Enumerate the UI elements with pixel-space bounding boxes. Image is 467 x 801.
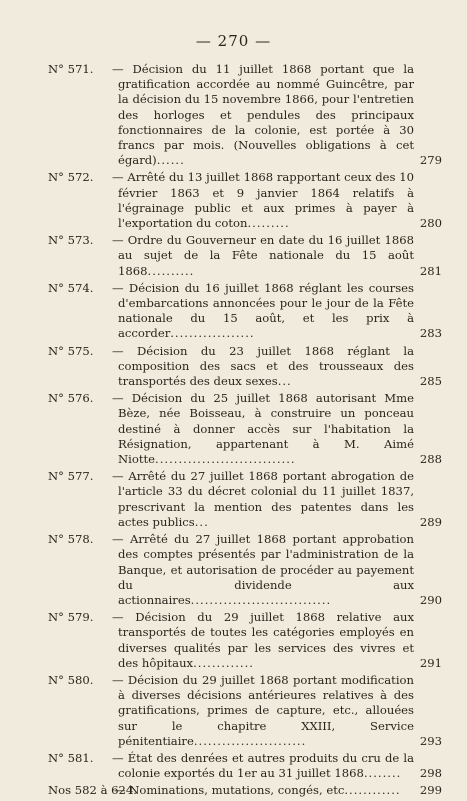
toc-entry-580 xyxy=(40,673,442,749)
entry-number: N° 573. xyxy=(48,233,94,248)
entry-number: N° 579. xyxy=(48,610,94,625)
dot-leader: .............................. xyxy=(155,452,296,467)
dot-leader: ............ xyxy=(344,783,401,798)
entry-page: 291 xyxy=(419,655,442,670)
toc-entry-572 xyxy=(40,170,442,231)
entry-page: 283 xyxy=(419,326,442,341)
dot-leader: ... xyxy=(277,374,292,389)
entry-number: N° 574. xyxy=(48,280,94,295)
dot-leader: ...... xyxy=(156,153,185,168)
entry-text: — Nominations, mutations, congés, etc xyxy=(114,783,345,798)
entry-page: 288 xyxy=(419,452,442,467)
entry-page: 281 xyxy=(419,263,442,278)
dot-leader: .................. xyxy=(170,326,255,341)
entry-number: N° 571. xyxy=(48,62,94,76)
entry-text: — Arrêté du 13 juillet 1868 rapportant ceux des 10 février 1863 et 9 janvier 1864 relatifs à l'égrainage public et aux primes à payer à l'exportation du coton xyxy=(112,170,414,231)
entry-page: 289 xyxy=(419,514,442,529)
entry-number: N° 581. xyxy=(48,750,94,765)
entry-text: — Décision du 25 juillet 1868 autorisant Mme Bèze, née Boisseau, à construire un ponceau destiné à donner accès sur l'habitation la Résignation, appartenant à M. Aimé Niotte xyxy=(112,391,414,467)
entry-number: N° 577. xyxy=(48,469,94,484)
dot-leader: ... xyxy=(194,514,209,529)
toc-entry-571 xyxy=(40,62,442,168)
toc-entry-581 xyxy=(40,751,442,781)
dot-leader: ............. xyxy=(193,655,254,670)
entry-page: 285 xyxy=(419,374,442,389)
entry-page: 279 xyxy=(419,153,442,168)
toc-entry-576 xyxy=(40,391,442,467)
entry-text: — État des denrées et autres produits du cru de la colonie exportés du 1er au 31 juillet 1868 xyxy=(112,750,414,781)
entry-number: N° 572. xyxy=(48,170,94,185)
toc-entry-573 xyxy=(40,233,442,279)
entry-text: — Arrêté du 27 juillet 1868 portant abrogation de l'article 33 du décret colonial du 11 juillet 1837, prescrivant la mention des patentes dans les actes publics xyxy=(112,469,414,529)
page-number: — 270 — xyxy=(195,32,272,50)
dot-leader: ........ xyxy=(363,766,402,781)
dot-leader: .............................. xyxy=(190,592,332,607)
toc-entry-577 xyxy=(40,469,442,530)
entry-text: — Décision du 16 juillet 1868 réglant les courses d'embarcations annoncées pour le jour de la Fête nationale du 15 août, et les prix à accorder xyxy=(112,280,414,341)
entry-number: N° 575. xyxy=(48,343,94,358)
table-of-contents xyxy=(40,62,442,801)
entry-text: — Arrêté du 27 juillet 1868 portant approbation des comptes présentés par l'administration de la Banque, et autorisation de procéder au payement du dividende aux actionnaires xyxy=(112,532,414,607)
toc-entry-582-624 xyxy=(40,783,442,798)
entry-text: — Décision du 29 juillet 1868 portant modification à diverses décisions antérieures relatives à des gratifications, primes de capture, etc., allouées sur le chapitre XXIII, Service pénitentiaire xyxy=(112,672,414,748)
entry-page: 299 xyxy=(419,783,442,798)
toc-entry-574 xyxy=(40,281,442,342)
toc-entry-575 xyxy=(40,344,442,390)
entry-page: 298 xyxy=(419,766,442,781)
entry-page: 290 xyxy=(419,592,442,607)
entry-number: N° 576. xyxy=(48,391,94,406)
entry-page: 280 xyxy=(419,216,442,231)
dot-leader: .......... xyxy=(147,263,195,278)
entry-number: N° 578. xyxy=(48,532,94,547)
entry-text: — Décision du 29 juillet 1868 relative aux transportés de toutes les catégories employés en diverses qualités par les services des vivres et des hôpitaux xyxy=(112,610,414,670)
entry-number: N° 580. xyxy=(48,672,94,687)
toc-entry-578 xyxy=(40,532,442,608)
toc-entry-579 xyxy=(40,610,442,671)
entry-page: 293 xyxy=(419,733,442,748)
entry-number: Nos 582 à 624. xyxy=(48,783,137,798)
entry-text: — Décision du 23 juillet 1868 réglant la composition des sacs et des trousseaux des transportés des deux sexes xyxy=(112,343,414,389)
entry-text: — Ordre du Gouverneur en date du 16 juillet 1868 au sujet de la Fête nationale du 15 août 1868 xyxy=(112,233,414,278)
dot-leader: ........................ xyxy=(193,733,307,748)
dot-leader: ......... xyxy=(247,216,290,231)
entry-text: — Décision du 11 juillet 1868 portant que la gratification accordée au nommé Guincêtre, par la décision du 15 novembre 1866, pour l'entretien des horloges et pendules des principaux fonctionnaires de la colonie, est portée à 30 francs par mois. (Nouvelles obligations à cet égard) xyxy=(112,62,414,168)
